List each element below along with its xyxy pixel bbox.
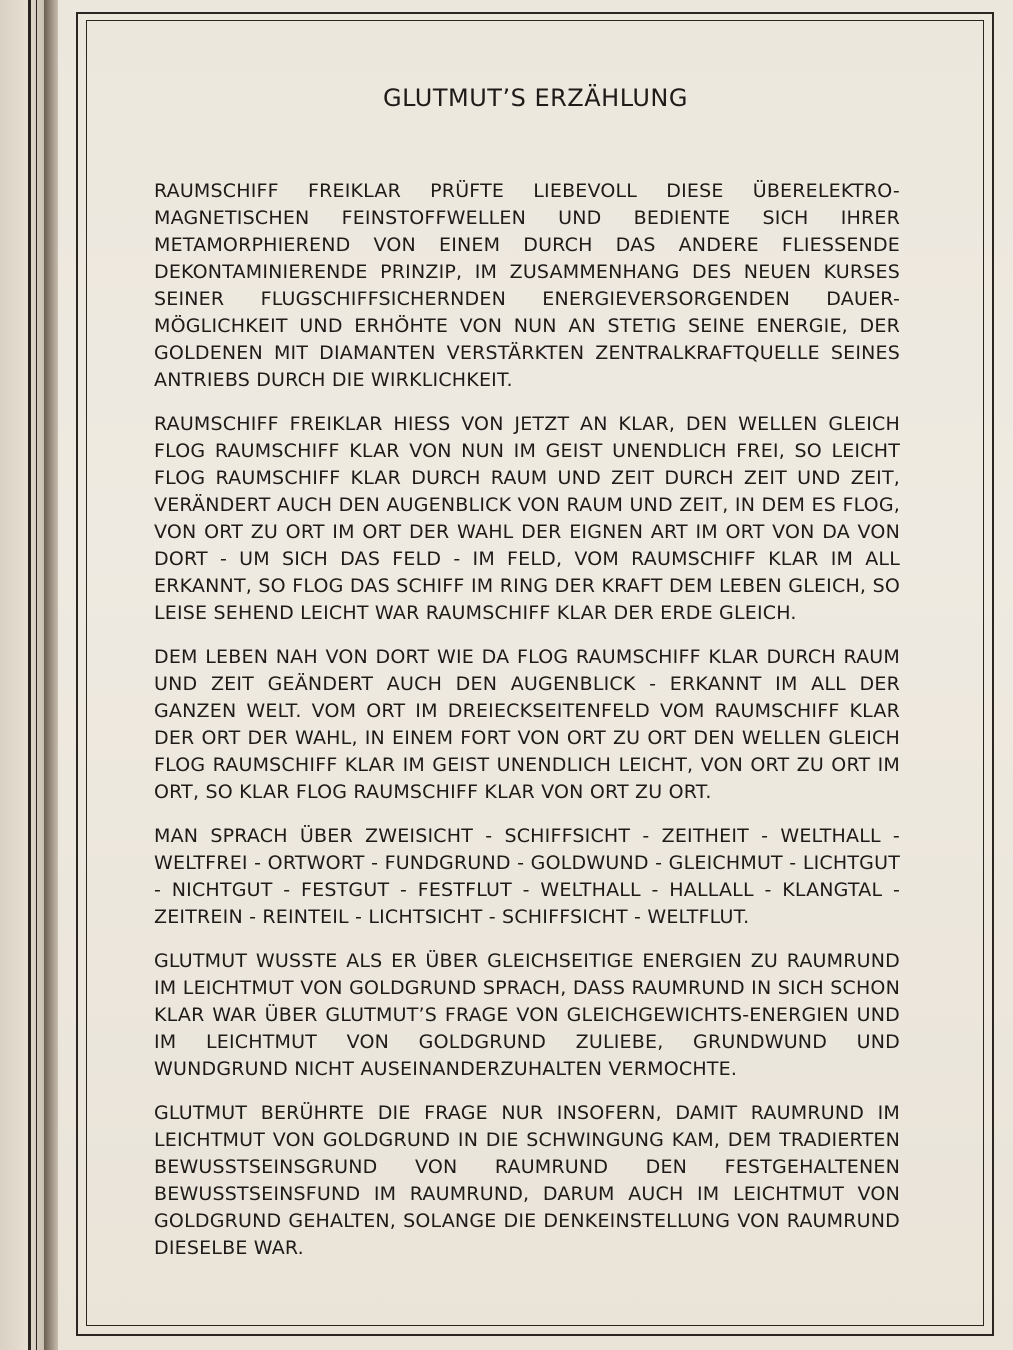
paragraph: RAUMSCHIFF FREIKLAR HIESS VON JETZT AN KLAR, DEN WELLEN GLEICH FLOG RAUMSCHIFF KLAR VON NUN IM GEIST UNENDLICH FREI, SO LEICHT FLOG RAUMSCHIFF KLAR DURCH RAUM UND ZEIT DURCH ZEIT UND ZEIT, VERÄNDERT AUCH DEN AUGENBLICK VON RAUM UND ZEIT, IN DEM ES FLOG, VON ORT ZU ORT IM ORT DER WAHL DER EIGNEN ART IM ORT VON DA VON DORT - UM SICH DAS FELD - IM FELD, VOM RAUMSCHIFF KLAR IM ALL ERKANNT, SO FLOG DAS SCHIFF IM RING DER KRAFT DEM LEBEN GLEICH, SO LEISE SEHEND LEICHT WAR RAUMSCHIFF KLAR DER ERDE GLEICH.: [154, 413, 900, 624]
paragraph: GLUTMUT WUSSTE ALS ER ÜBER GLEICHSEITIGE ENERGIEN ZU RAUMRUND IM LEICHTMUT VON GOLDGRUND SPRACH, DASS RAUMRUND IN SICH SCHON KLAR WAR ÜBER GLUTMUT’S FRAGE VON GLEICHGEWICHTS-ENERGIEN UND IM LEICHTMUT VON GOLDGRUND ZULIEBE, GRUNDWUND UND WUNDGRUND NICHT AUSEINANDERZUHALTEN VERMOCHTE.: [154, 950, 900, 1080]
book-page: [58, 0, 1013, 1350]
body-text: [154, 178, 900, 1279]
previous-page-edge: [0, 0, 45, 1350]
paragraph: MAN SPRACH ÜBER ZWEISICHT - SCHIFFSICHT - ZEITHEIT - WELTHALL - WELTFREI - ORTWORT - FUNDGRUND - GOLDWUND - GLEICHMUT - LICHTGUT - NICHTGUT - FESTGUT - FESTFLUT - WELTHALL - HALLALL - KLANGTAL - ZEITREIN - REINTEIL - LICHTSICHT - SCHIFFSICHT - WELTFLUT.: [154, 825, 900, 928]
paragraph: DEM LEBEN NAH VON DORT WIE DA FLOG RAUMSCHIFF KLAR DURCH RAUM UND ZEIT GEÄNDERT AUCH DEN AUGENBLICK - ERKANNT IM ALL DER GANZEN WELT. VOM ORT IM DREIECKSEITENFELD VOM RAUMSCHIFF KLAR DER ORT DER WAHL, IN EINEM FORT VON ORT ZU ORT DEN WELLEN GLEICH FLOG RAUMSCHIFF KLAR IM GEIST UNENDLICH LEICHT, VON ORT ZU ORT IM ORT, SO KLAR FLOG RAUMSCHIFF KLAR VON ORT ZU ORT.: [154, 646, 900, 803]
page-title: GLUTMUT’S ERZÄHLUNG: [383, 84, 688, 112]
border-rule: [28, 0, 31, 1350]
border-rule: [36, 0, 37, 1350]
paragraph: GLUTMUT BERÜHRTE DIE FRAGE NUR INSOFERN, DAMIT RAUMRUND IM LEICHTMUT VON GOLDGRUND IN DIE SCHWINGUNG KAM, DEM TRADIERTEN BEWUSSTSEINSGRUND VON RAUMRUND DEN FESTGEHALTENEN BEWUSSTSEINSFUND IM RAUMRUND, DARUM AUCH IM LEICHTMUT VON GOLDGRUND GEHALTEN, SOLANGE DIE DENKEINSTELLUNG VON RAUMRUND DIESELBE WAR.: [154, 1102, 900, 1259]
paragraph: RAUMSCHIFF FREIKLAR PRÜFTE LIEBEVOLL DIESE ÜBERELEKTRO-MAGNETISCHEN FEINSTOFFWELLEN UND BEDIENTE SICH IHRER METAMORPHIEREND VON EINEM DURCH DAS ANDERE FLIESSENDE DEKONTAMINIERENDE PRINZIP, IM ZUSAMMENHANG DES NEUEN KURSES SEINER FLUGSCHIFFSICHERNDEN ENERGIEVERSORGENDEN DAUER-MÖGLICHKEIT UND ERHÖHTE VON NUN AN STETIG SEINE ENERGIE, DER GOLDENEN MIT DIAMANTEN VERSTÄRKTEN ZENTRALKRAFTQUELLE SEINES ANTRIEBS DURCH DIE WIRKLICHKEIT.: [154, 180, 900, 391]
